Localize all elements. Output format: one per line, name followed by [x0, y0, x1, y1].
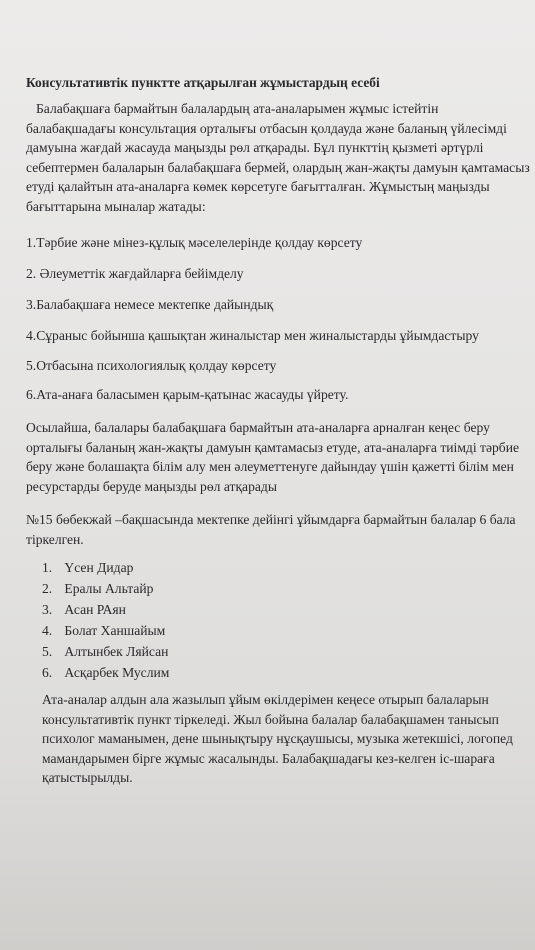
- direction-item-3: 3.Балабақшаға немесе мектепке дайындық: [26, 297, 274, 312]
- direction-item-1: 1.Тәрбие және мінез-құлық мәселелерінде қолдау көрсету: [26, 235, 363, 250]
- list-number: 5.: [42, 644, 53, 659]
- list-item: [42, 557, 169, 578]
- child-name: Үсен Дидар: [64, 560, 134, 575]
- direction-item-2: 2. Әлеуметтік жағдайларға бейімделу: [26, 266, 244, 281]
- conclusion-paragraph: Осылайша, балалары балабақшаға бармайтын ата-аналарға арналған кеңес беру орталығы баланың жан-жақты дамуын қамтамасыз етуде, ата-аналарға тиімді тәрбие беру және болашақта білім алу мен әлеуметтенуге дайындау үшін қажетті білім мен ресурстарды беруде маңызды рөл атқарады: [26, 420, 520, 494]
- document-title: Консультативтік пунктте атқарылған жұмыстардың есебі: [26, 75, 380, 90]
- child-name: Алтынбек Ляйсан: [64, 644, 169, 659]
- list-item: [42, 662, 169, 683]
- closing-paragraph: Ата-аналар алдын ала жазылып ұйым өкілдерімен кеңесе отырып балаларын консультативтік пункт тіркеледі. Жыл бойына балалар балабақшамен танысып психолог маманымен, дене шынықтыру нұсқаушысы, музыка жетекшісі, логопед мамандарымен бірге жұмыс жасалынды. Балабақшадағы кез-келген іс-шараға қатыстырылды.: [42, 692, 513, 786]
- direction-item-5: 5.Отбасына психологиялық қолдау көрсету: [26, 358, 277, 373]
- list-item: [42, 641, 169, 662]
- list-item: [42, 620, 169, 641]
- direction-item-6: 6.Ата-анаға баласымен қарым-қатынас жасауды үйрету.: [26, 387, 349, 402]
- list-number: 4.: [42, 623, 53, 638]
- child-name: Асан РАян: [64, 602, 126, 617]
- registry-paragraph: №15 бөбекжай –бақшасында мектепке дейінгі ұйымдарға бармайтын балалар 6 бала тіркелген.: [26, 512, 516, 547]
- child-name: Ералы Альтайр: [64, 581, 154, 596]
- list-number: 6.: [42, 665, 53, 680]
- list-item: [42, 578, 169, 599]
- children-list: [42, 557, 169, 683]
- child-name: Болат Ханшайым: [64, 623, 166, 638]
- intro-paragraph: Балабақшаға бармайтын балалардың ата-аналарымен жұмыс істейтін балабақшадағы консультация орталығы отбасын қолдауда және баланың үйлесімді дамуына жағдай жасауда маңызды рөл атқарады. Бұл пункттің қызметі әртүрлі себептермен балаларын балабақшаға бермей, олардың жан-жақты дамуын қамтамасыз етуді қалайтын ата-аналарға көмек көрсетуге бағытталған. Жұмыстың маңызды бағыттарына мыналар жатады:: [26, 101, 530, 214]
- direction-item-4: 4.Сұраныс бойынша қашықтан жиналыстар мен жиналыстарды ұйымдастыру: [26, 328, 479, 343]
- list-number: 2.: [42, 581, 53, 596]
- child-name: Асқарбек Муслим: [64, 665, 170, 680]
- list-item: [42, 599, 169, 620]
- list-number: 3.: [42, 602, 53, 617]
- list-number: 1.: [42, 560, 53, 575]
